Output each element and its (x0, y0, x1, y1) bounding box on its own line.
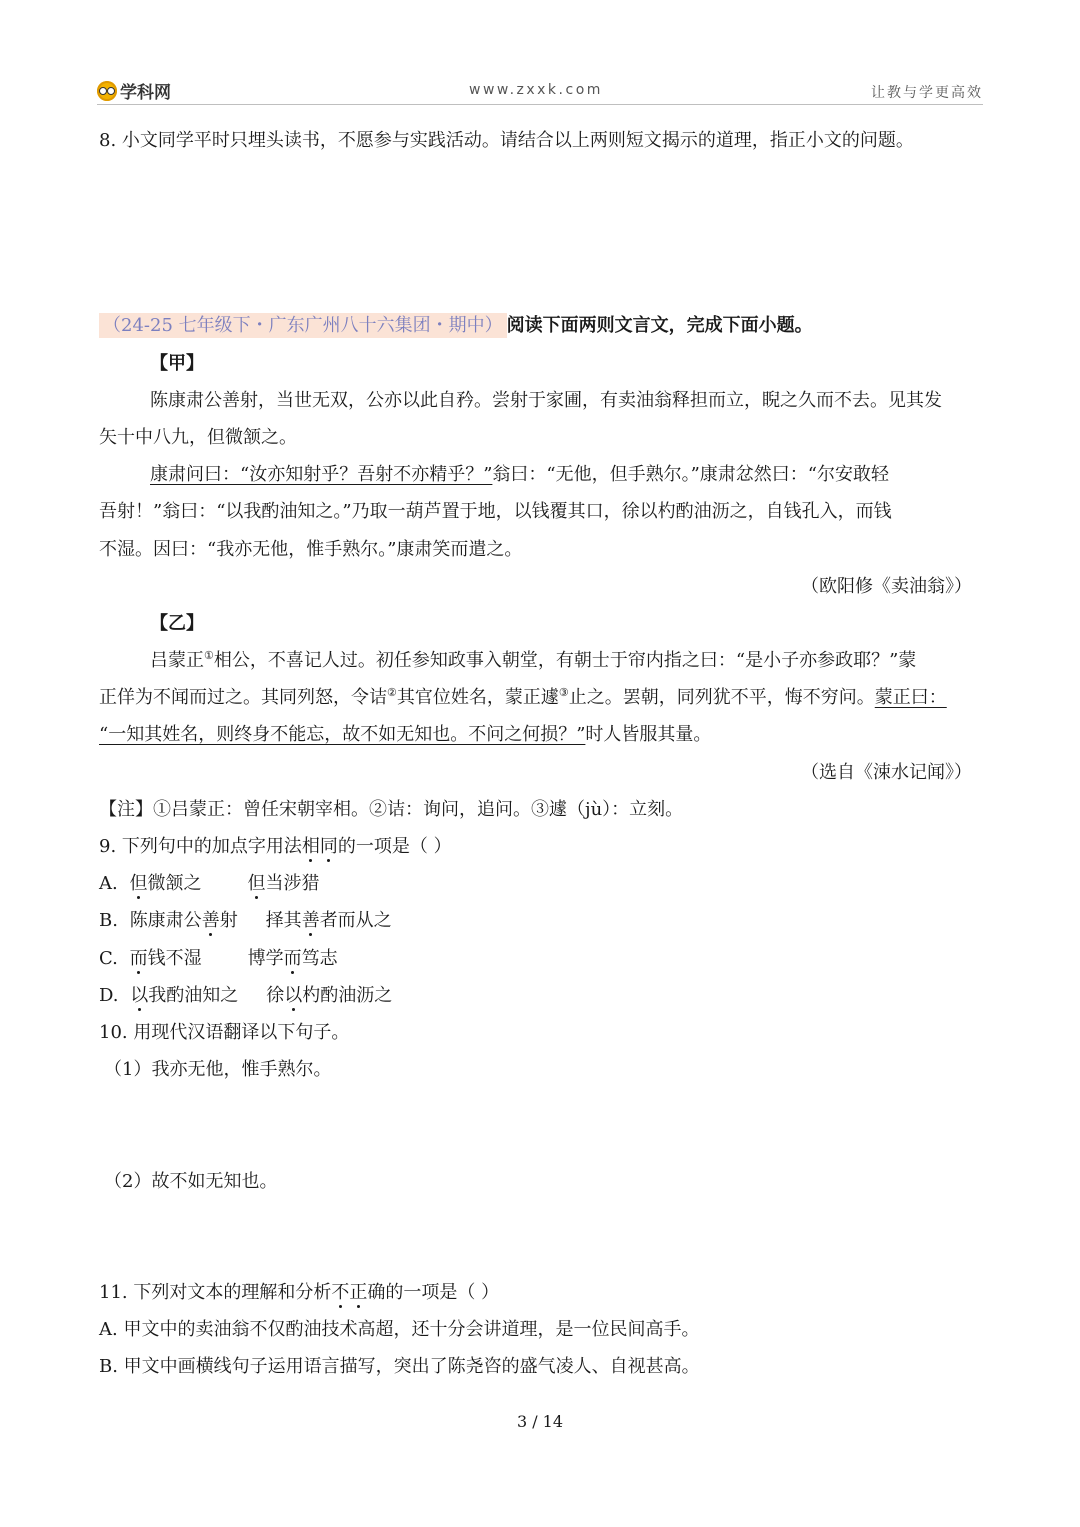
option-label: B. (99, 910, 118, 931)
underlined-sentence: 蒙正曰： (874, 687, 947, 708)
dotted-char: 以 (284, 985, 303, 1006)
question-8: 8. 小文同学平时只埋头读书，不愿参与实践活动。请结合以上两则短文揭示的道理，指正小文的问题。 (99, 130, 914, 151)
dotted-char: 但 (247, 873, 266, 894)
dotted-char: 但 (129, 873, 148, 894)
yi-text: 正佯为不闻而过之。其同列怒，令诘 (99, 687, 387, 708)
note-marker: ① (204, 649, 214, 662)
yi-text: 其官位姓名，蒙正遽 (396, 687, 559, 708)
stem-text: 的一项是（ ） (337, 836, 452, 857)
option-c[interactable]: C. 而钱不湿 博学而笃志 (99, 948, 338, 969)
jia-text: 翁曰：“无他，但手熟尔。”康肃忿然曰：“尔安敢轻 (492, 464, 890, 485)
stem-text: 确的一项是（ ） (367, 1282, 500, 1303)
yi-text-line (150, 648, 916, 674)
translation-item-1: （1）我亦无他，惟手熟尔。 (104, 1059, 332, 1080)
jia-text-line: 不湿。因曰：“我亦无他，惟手熟尔。”康肃笑而遣之。 (99, 539, 523, 560)
question-9-stem (99, 834, 452, 860)
yi-source: （选自《涑水记闻》） (801, 762, 972, 783)
yi-text-line (99, 685, 947, 711)
logo-text: 学科网 (120, 83, 171, 103)
passage-jia-title: 【甲】 (150, 353, 204, 374)
footnote: 【注】①吕蒙正：曾任宋朝宰相。②诘：询问，追问。③遽（jù）：立刻。 (99, 799, 684, 820)
source-tag: （24-25 七年级下・广东广州八十六集团・期中） (99, 313, 507, 338)
site-url[interactable]: www.zxxk.com (469, 82, 603, 98)
jia-text-line: 矢十中八九，但微颔之。 (99, 427, 297, 448)
yi-text: 吕蒙正 (150, 650, 204, 671)
dotted-char: 善 (201, 910, 220, 931)
dotted-char: 同 (319, 836, 338, 857)
dotted-char: 相 (301, 836, 320, 857)
stem-text: 11. 下列对文本的理解和分析 (99, 1282, 332, 1303)
jia-source: （欧阳修《卖油翁》） (801, 576, 972, 597)
jia-text-line: 陈康肃公善射，当世无双，公亦以此自矜。尝射于家圃，有卖油翁释担而立，睨之久而不去。见其发 (150, 390, 942, 411)
yi-text: 止之。罢朝，同列犹不平，悔不穷问。 (568, 687, 875, 708)
note-marker: ③ (558, 686, 569, 699)
option-d[interactable]: D. 以我酌油知之 徐以杓酌油沥之 (99, 985, 393, 1006)
page-number: 3 / 14 (516, 1412, 564, 1431)
passage-yi-title: 【乙】 (150, 613, 204, 634)
question-11-stem (99, 1280, 499, 1306)
yi-text: 时人皆服其量。 (585, 724, 712, 745)
option-label: D. (99, 985, 119, 1006)
option-label: A. (99, 873, 118, 894)
dotted-char: 善 (301, 910, 320, 931)
yi-text: 相公，不喜记人过。初任参知政事入朝堂，有朝士于帘内指之曰：“是小子亦参政耶？”蒙 (213, 650, 917, 671)
passage-intro (99, 313, 813, 339)
underlined-sentence: “一知其姓名，则终身不能忘，故不如无知也。不问之何损？” (99, 724, 586, 745)
option-a[interactable]: A. 甲文中的卖油翁不仅酌油技术高超，还十分会讲道理，是一位民间高手。 (99, 1319, 700, 1340)
dotted-char: 而 (129, 948, 148, 969)
owl-logo-icon (97, 81, 117, 101)
underlined-sentence: 康肃问曰：“汝亦知射乎？吾射不亦精乎？” (150, 464, 493, 485)
option-a[interactable]: A. 但微颔之 但当涉猎 (99, 873, 320, 894)
instruction: 阅读下面两则文言文，完成下面小题。 (506, 315, 813, 336)
dotted-char: 以 (130, 985, 149, 1006)
option-b[interactable]: B. 甲文中画横线句子运用语言描写，突出了陈尧咨的盛气凌人、自视甚高。 (99, 1356, 700, 1377)
dotted-char: 而 (283, 948, 302, 969)
site-slogan: 让教与学更高效 (871, 85, 983, 101)
note-marker: ② (387, 686, 397, 699)
dotted-char: 不 (331, 1282, 350, 1303)
option-label: C. (99, 948, 118, 969)
dotted-char: 正 (349, 1282, 368, 1303)
yi-text-line (99, 722, 711, 748)
stem-text: 9. 下列句中的加点字用法 (99, 836, 302, 857)
translation-item-2: （2）故不如无知也。 (104, 1171, 278, 1192)
jia-text-line (150, 462, 889, 488)
question-10-stem: 10. 用现代汉语翻译以下句子。 (99, 1022, 350, 1043)
page-header (97, 72, 983, 105)
jia-text-line: 吾射！”翁曰：“以我酌油知之。”乃取一葫芦置于地，以钱覆其口，徐以杓酌油沥之，自钱孔入，而钱 (99, 501, 892, 522)
site-logo[interactable] (97, 78, 171, 103)
option-b[interactable]: B. 陈康肃公善射 择其善者而从之 (99, 910, 392, 931)
